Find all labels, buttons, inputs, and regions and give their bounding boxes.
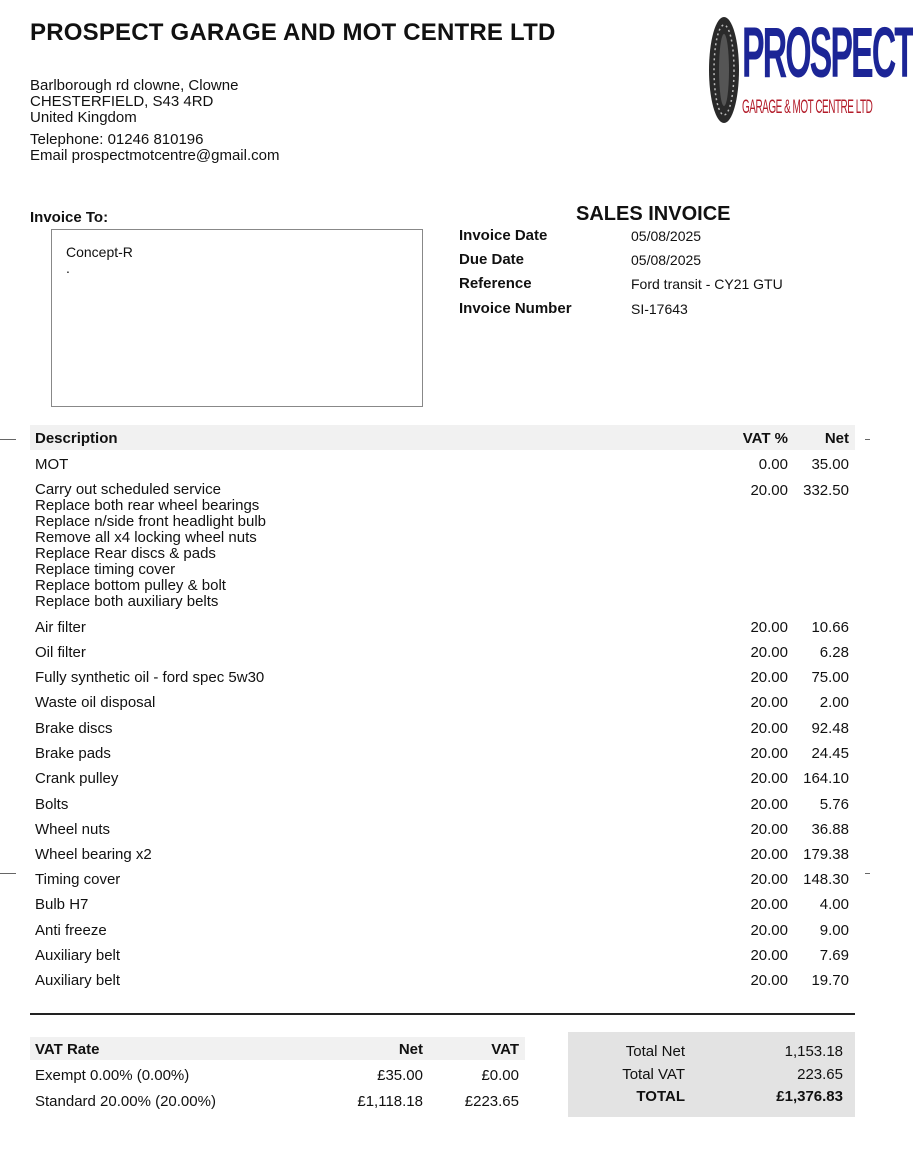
item-vat: 20.00 <box>750 896 788 913</box>
item-description: Brake pads <box>35 745 111 762</box>
reference-value: Ford transit - CY21 GTU <box>631 276 783 292</box>
item-description: Remove all x4 locking wheel nuts <box>35 529 257 546</box>
vat-net-cell: £35.00 <box>377 1067 423 1084</box>
item-vat: 20.00 <box>750 745 788 762</box>
total-net-label: Total Net <box>625 1043 685 1060</box>
logo-subtitle: GARAGE & MOT CENTRE LTD <box>742 98 873 119</box>
item-description: Replace bottom pulley & bolt <box>35 577 226 594</box>
address-line-3: United Kingdom <box>30 109 137 126</box>
item-vat: 20.00 <box>750 972 788 989</box>
item-net: 75.00 <box>811 669 849 686</box>
item-net: 4.00 <box>819 896 849 913</box>
item-net: 35.00 <box>811 456 849 473</box>
item-net: 36.88 <box>811 821 849 838</box>
item-vat: 20.00 <box>750 720 788 737</box>
invoice-date-value: 05/08/2025 <box>631 228 702 244</box>
item-vat: 20.00 <box>750 644 788 661</box>
vat-rate-header: VAT Rate <box>35 1041 100 1058</box>
total-vat-label: Total VAT <box>622 1066 685 1083</box>
item-description: Replace both auxiliary belts <box>35 593 219 610</box>
item-description: Timing cover <box>35 871 121 888</box>
item-vat: 20.00 <box>750 619 788 636</box>
email: Email prospectmotcentre@gmail.com <box>30 147 280 164</box>
vat-vat-header: VAT <box>491 1041 519 1058</box>
item-description: Auxiliary belt <box>35 947 121 964</box>
item-net: 92.48 <box>811 720 849 737</box>
invoice-number-value: SI-17643 <box>631 301 688 317</box>
invoice-number-label: Invoice Number <box>459 300 572 317</box>
item-vat: 20.00 <box>750 871 788 888</box>
item-description: Bulb H7 <box>35 896 89 913</box>
margin-mark <box>865 439 870 440</box>
item-vat: 20.00 <box>750 922 788 939</box>
item-vat: 0.00 <box>758 456 788 473</box>
reference-label: Reference <box>459 275 532 292</box>
item-vat: 20.00 <box>750 846 788 863</box>
item-vat: 20.00 <box>750 947 788 964</box>
margin-mark <box>0 439 16 440</box>
item-description: Air filter <box>35 619 86 636</box>
vat-amount-cell: £223.65 <box>464 1093 519 1110</box>
item-vat: 20.00 <box>750 694 788 711</box>
item-description: Oil filter <box>35 644 86 661</box>
item-net: 9.00 <box>819 922 849 939</box>
item-net: 24.45 <box>811 745 849 762</box>
margin-mark <box>0 873 16 874</box>
item-vat: 20.00 <box>750 821 788 838</box>
invoice-date-label: Invoice Date <box>459 227 548 244</box>
invoice-to-label: Invoice To: <box>30 209 109 226</box>
item-net: 10.66 <box>811 619 849 636</box>
item-description: Bolts <box>35 796 69 813</box>
item-net: 148.30 <box>803 871 849 888</box>
item-net: 164.10 <box>803 770 849 787</box>
address-line-2: CHESTERFIELD, S43 4RD <box>30 93 214 110</box>
item-description: Replace Rear discs & pads <box>35 545 216 562</box>
company-name: PROSPECT GARAGE AND MOT CENTRE LTD <box>30 19 556 46</box>
item-net: 7.69 <box>819 947 849 964</box>
item-net: 2.00 <box>819 694 849 711</box>
invoice-to-box <box>51 229 423 407</box>
item-description: Replace n/side front headlight bulb <box>35 513 266 530</box>
item-net: 179.38 <box>803 846 849 863</box>
item-description: Brake discs <box>35 720 113 737</box>
company-logo <box>706 13 913 128</box>
item-description: Auxiliary belt <box>35 972 121 989</box>
item-description: Anti freeze <box>35 922 107 939</box>
item-description: Replace both rear wheel bearings <box>35 497 260 514</box>
tyre-icon <box>706 14 742 126</box>
address-line-1: Barlborough rd clowne, Clowne <box>30 77 239 94</box>
item-vat: 20.00 <box>750 770 788 787</box>
telephone: Telephone: 01246 810196 <box>30 131 204 148</box>
item-net: 332.50 <box>803 482 849 499</box>
item-description: Replace timing cover <box>35 561 176 578</box>
item-description: Crank pulley <box>35 770 119 787</box>
total-vat-value: 223.65 <box>797 1066 843 1083</box>
vat-net-cell: £1,118.18 <box>357 1093 423 1110</box>
net-header: Net <box>824 430 849 447</box>
item-description: Waste oil disposal <box>35 694 156 711</box>
due-date-value: 05/08/2025 <box>631 252 702 268</box>
item-net: 5.76 <box>819 796 849 813</box>
description-header: Description <box>35 430 118 447</box>
item-vat: 20.00 <box>750 669 788 686</box>
item-net: 6.28 <box>819 644 849 661</box>
invoice-title: SALES INVOICE <box>576 203 731 225</box>
vat-rate-cell: Exempt 0.00% (0.00%) <box>35 1067 190 1084</box>
total-net-value: 1,153.18 <box>784 1043 843 1060</box>
item-description: Carry out scheduled service <box>35 481 221 498</box>
item-description: MOT <box>35 456 69 473</box>
item-description: Wheel bearing x2 <box>35 846 152 863</box>
vat-rate-cell: Standard 20.00% (20.00%) <box>35 1093 216 1110</box>
logo-wordmark: PROSPECT <box>742 13 913 94</box>
due-date-label: Due Date <box>459 251 525 268</box>
vat-net-header: Net <box>398 1041 423 1058</box>
grand-total-label: TOTAL <box>636 1088 685 1105</box>
customer-address: . <box>66 260 70 276</box>
item-vat: 20.00 <box>750 482 788 499</box>
table-header-row <box>30 425 855 450</box>
vat-amount-cell: £0.00 <box>481 1067 519 1084</box>
item-vat: 20.00 <box>750 796 788 813</box>
section-divider <box>30 1013 855 1015</box>
item-net: 19.70 <box>811 972 849 989</box>
grand-total-value: £1,376.83 <box>776 1088 843 1105</box>
vat-table-header-row <box>30 1037 525 1060</box>
margin-mark <box>865 873 870 874</box>
item-description: Fully synthetic oil - ford spec 5w30 <box>35 669 265 686</box>
item-description: Wheel nuts <box>35 821 111 838</box>
customer-name: Concept-R <box>66 244 133 260</box>
vat-percent-header: VAT % <box>742 430 788 447</box>
